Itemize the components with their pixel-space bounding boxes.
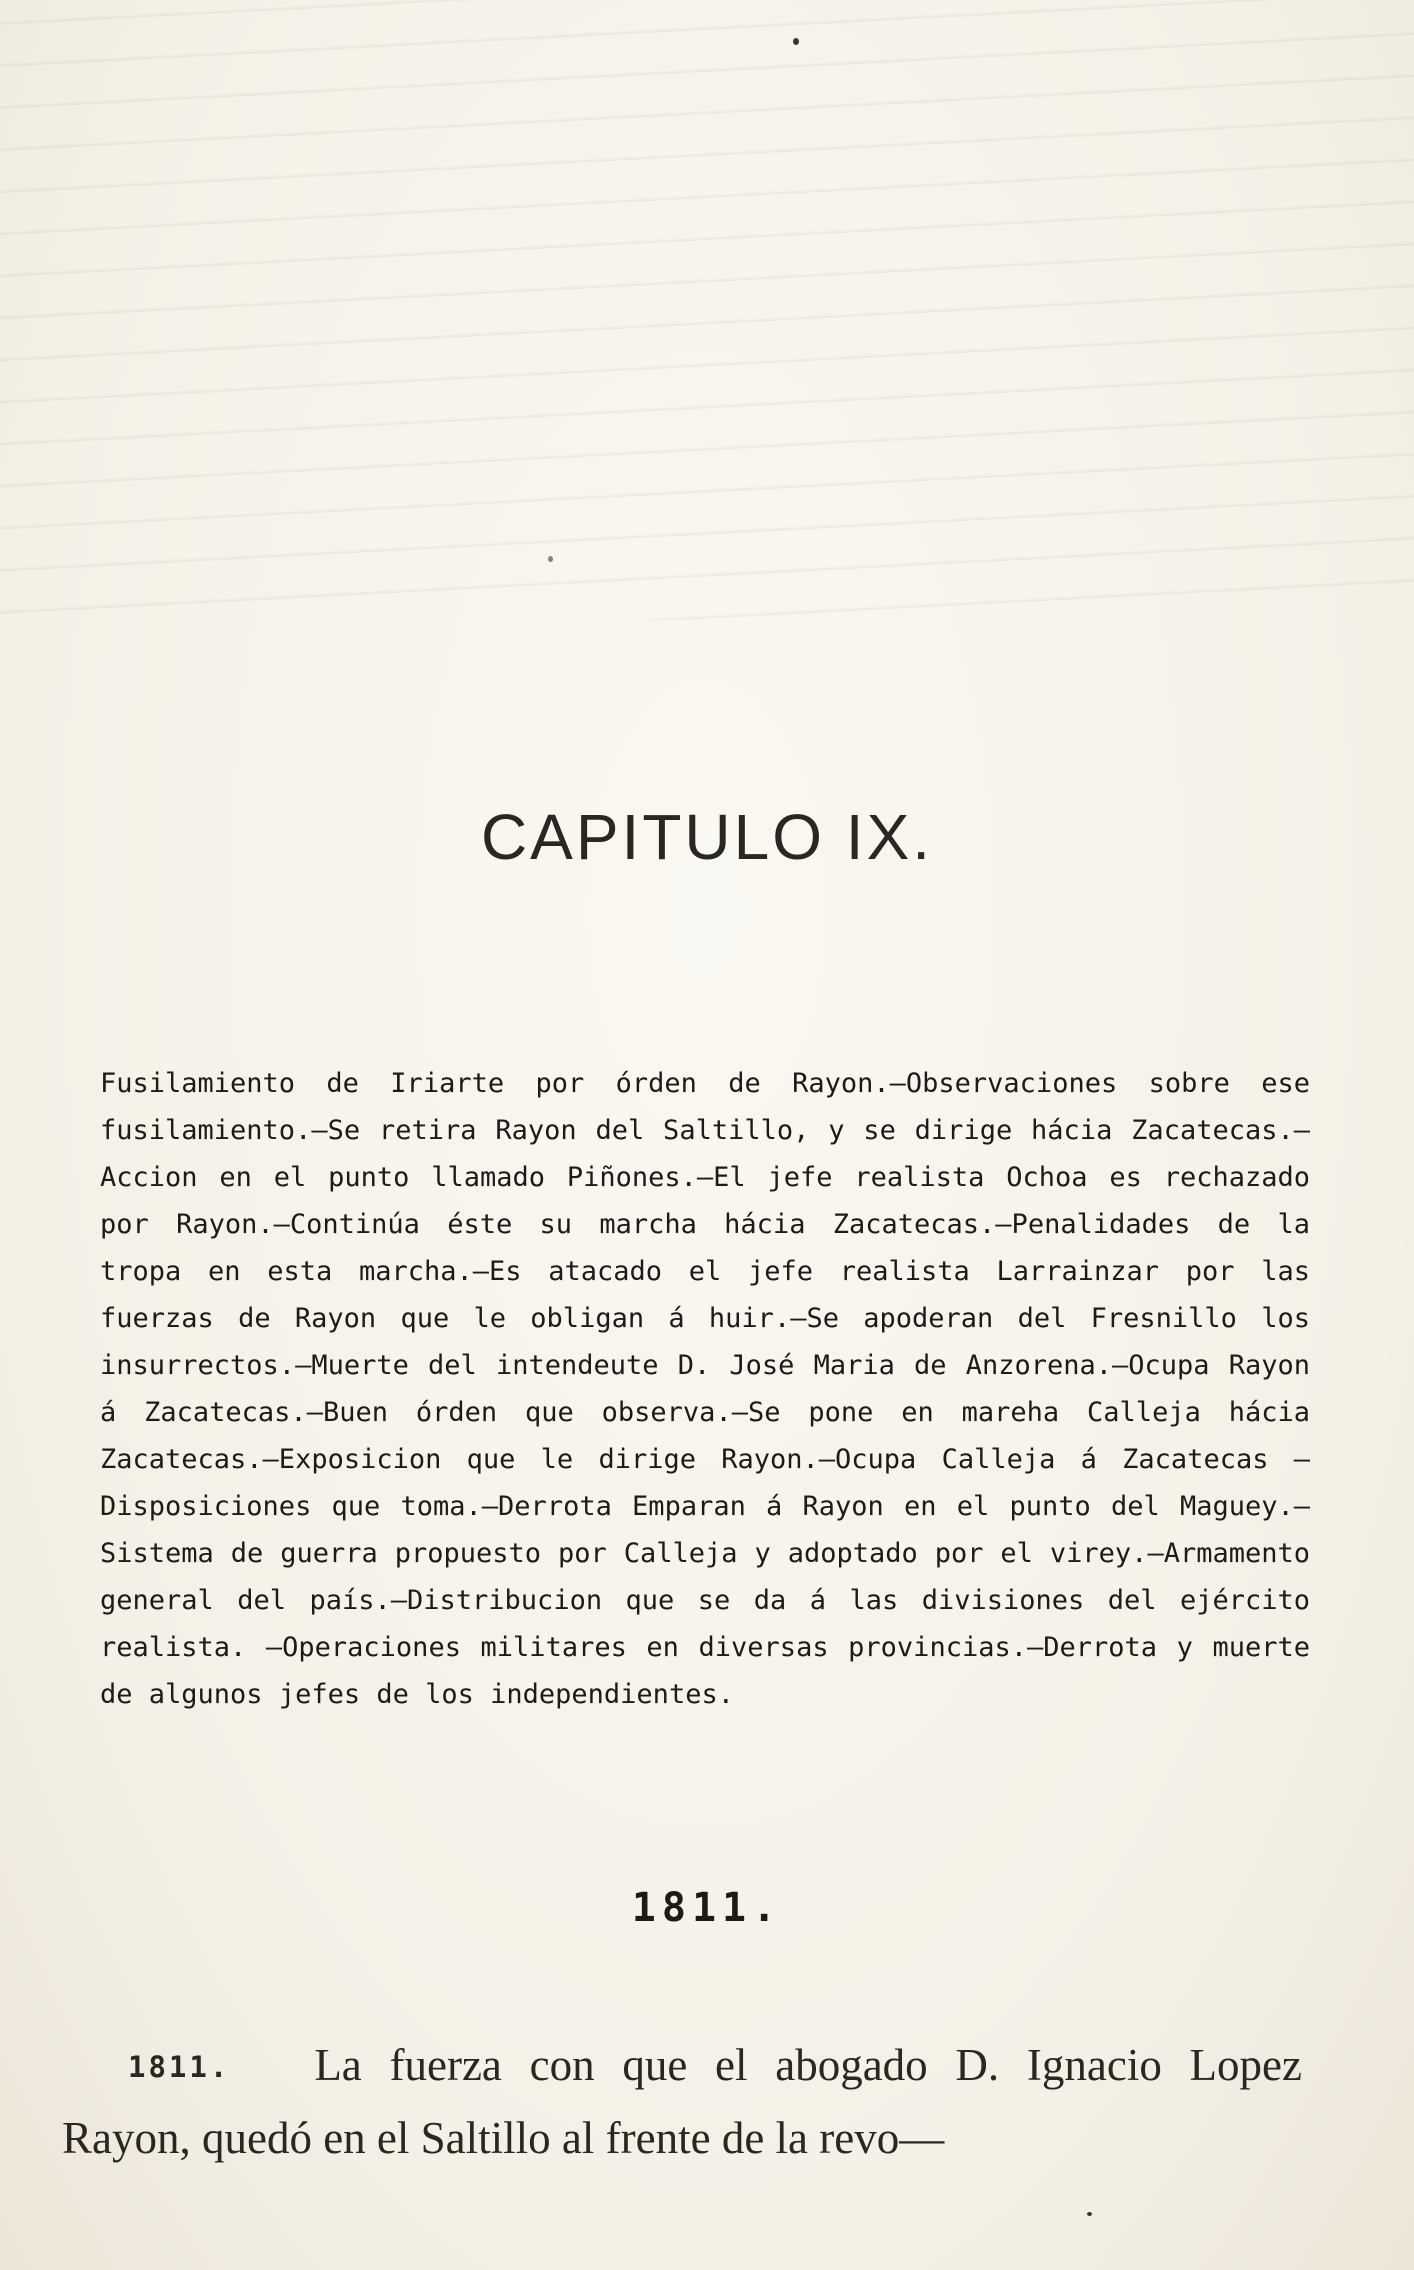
body-paragraph-text: La fuerza con que el abogado D. Ignacio Lopez Rayon, quedó en el Saltillo al frente de la revo— xyxy=(62,2040,1302,2163)
margin-year: 1811. xyxy=(128,2050,231,2084)
ink-speck xyxy=(548,556,553,562)
ink-speck xyxy=(1087,2212,1092,2216)
year-heading: 1811. xyxy=(631,1885,783,1931)
show-through-texture xyxy=(0,0,1414,620)
ink-speck xyxy=(793,38,799,45)
chapter-summary: Fusilamiento de Iriarte por órden de Rayon.—Observaciones sobre ese fusilamiento.—Se retira Rayon del Saltillo, y se dirige hácia Zacatecas.—Accion en el punto llamado Piñones.—El jefe realista Ochoa es rechazado por Rayon.—Continúa éste su marcha hácia Zacatecas.—Penalidades de la tropa en esta marcha.—Es atacado el jefe realista Larrainzar por las fuerzas de Rayon que le obligan á huir.—Se apoderan del Fresnillo los insurrectos.—Muerte del intendeute D. José Maria de Anzorena.—Ocupa Rayon á Zacatecas.—Buen órden que observa.—Se pone en mareha Calleja hácia Zacatecas.—Exposicion que le dirige Rayon.—Ocupa Calleja á Zacatecas —Disposiciones que toma.—Derrota Emparan á Rayon en el punto del Maguey.—Sistema de guerra propuesto por Calleja y adoptado por el virey.—Armamento general del país.—Distribucion que se da á las divisiones del ejército realista. —Operaciones militares en diversas provincias.—Derrota y muerte de algunos jefes de los independientes. xyxy=(100,1068,1310,1710)
body-paragraph xyxy=(62,2030,1302,2174)
chapter-title: CAPITULO IX. xyxy=(480,801,934,873)
